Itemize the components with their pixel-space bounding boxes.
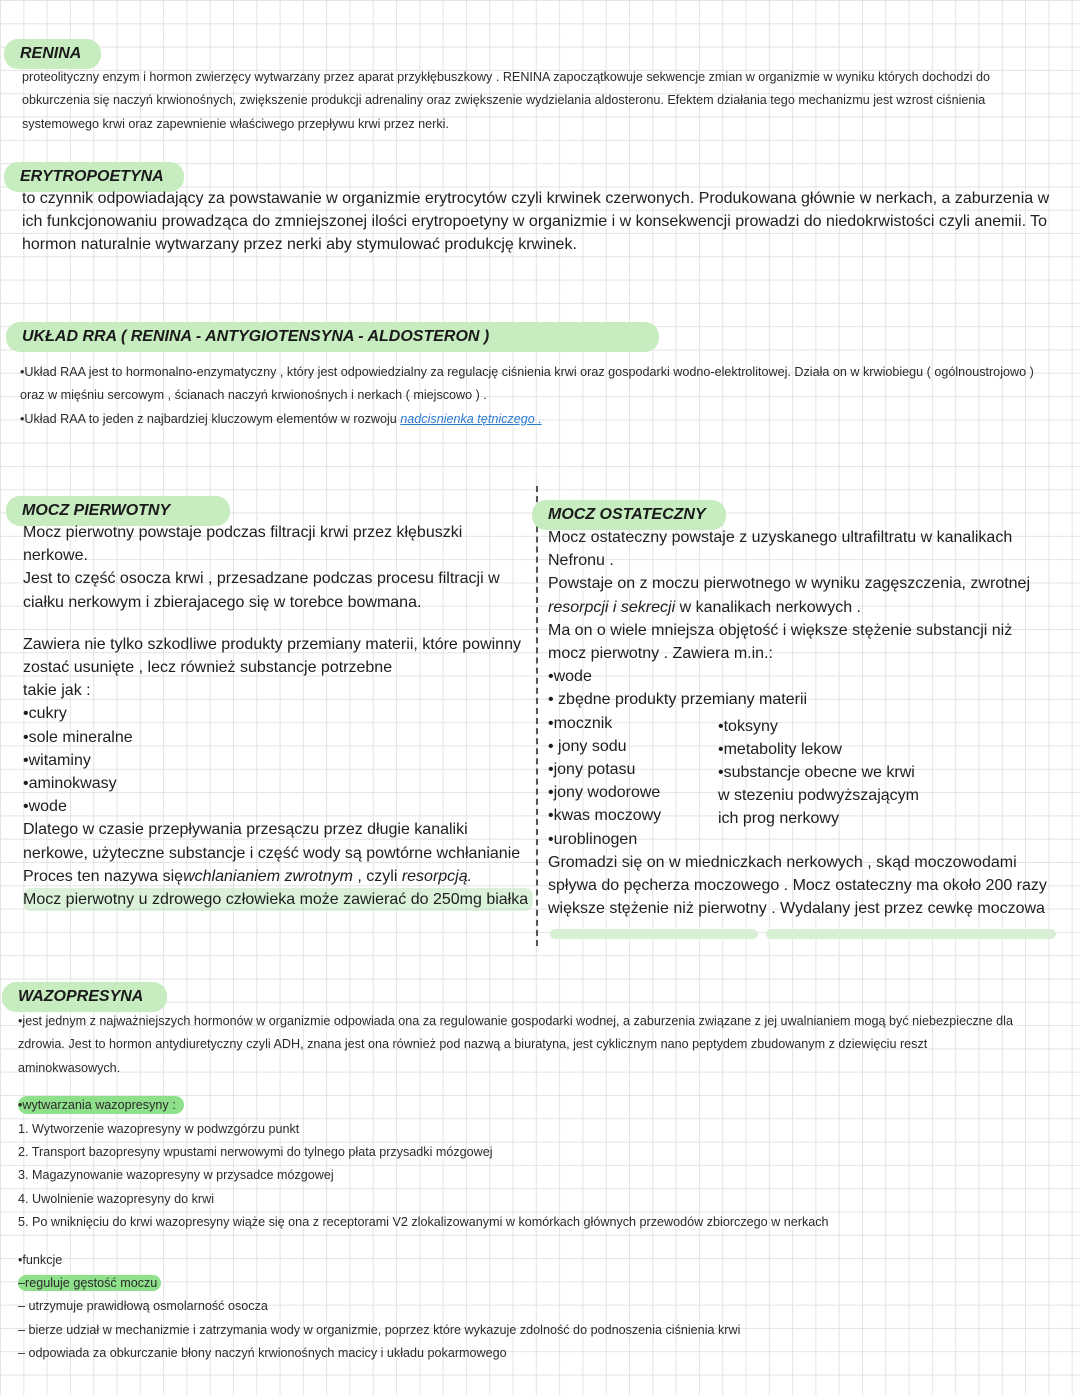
substances-lists [548,712,1078,851]
rra-text [20,361,1078,431]
text-line: takie jak : [23,682,91,700]
text-line [23,865,533,888]
wazopresyna-heading: WAZOPRESYNA [2,982,167,1012]
text-line: •jest jednym z najważniejszych hormonów w organizmie odpowiada ona za regulowanie gospodarki wodnej, a zaburzenia związane z jej uwalnianiem mogą być niebezpieczne dla [18,1014,1013,1028]
list-item: •mocznik [548,714,613,732]
mocz-pierwotny-text [23,521,533,911]
list-item: •wode [548,668,592,686]
text-line: aminokwasowych. [18,1060,121,1075]
list-item: •metabolity lekow [718,740,842,758]
text-line: zdrowia. Jest to hormon antydiuretyczny czyli ADH, znana jest ona również pod nazwą a biuratyna, jest cyklicznym nano peptydem zbudowanym z dziewięciu reszt [18,1037,928,1052]
text-line: Mocz pierwotny u zdrowego człowieka może zawierać do 250mg białka [23,888,533,911]
text-line [20,408,1078,431]
renina-heading: RENINA [4,39,101,69]
list-item: – odpowiada za obkurczanie błony naczyń krwionośnych macicy i układu pokarmowego [18,1346,507,1361]
text-span: w kanalikach nerkowych . [675,598,861,616]
text-line: ich funkcjonowaniu prowadząca do zmniejszonej ilości erytropoetyny w organizmie i w konsekwencji prowadzi do niedokrwistości czyli anemii. To [22,213,1048,231]
list-item: •cukry [23,705,67,723]
list-item: • zbędne produkty przemiany materii [548,691,808,709]
text-line: nerkowe. [23,547,88,565]
column-divider [536,486,538,946]
rra-heading: UKŁAD RRA ( RENINA - ANTYGIOTENSYNA - ALDOSTERON ) [6,322,659,352]
text-line: większe stężenie niż pierwotny . Wydalany jest przez cewkę moczowa [548,900,1045,918]
text-line: Ma on o wiele mniejsza objętość i większe stężenie substancji niż [548,621,1013,639]
text-line: Dlatego w czasie przepływania przesączu przez długie kanaliki [23,821,468,839]
list-item: – bierze udział w mechanizmie i zatrzymania wody w organizmie, poprzez które wykazuje zdolność do podnoszenia ciśnienia krwi [18,1322,741,1337]
list-item: –reguluje gęstość moczu [18,1275,161,1291]
highlight-bar [766,929,1056,939]
text-span: Proces ten nazywa się [23,867,184,885]
mocz-ostateczny-heading: MOCZ OSTATECZNY [532,500,726,530]
text-span: •Układ RAA to jeden z najbardziej kluczowym elementów w rozwoju [20,411,401,426]
text-line [18,1272,1076,1295]
text-line: to czynnik odpowiadający za powstawanie w organizmie erytrocytów czyli krwinek czerwonych. Produkowana głównie w nerkach, a zaburzenia w [22,190,1050,207]
text-line: hormon naturalnie wytwarzany przez nerki aby stymulować produkcję krwinek. [22,236,577,254]
renina-text [22,66,1072,136]
list-item: 2. Transport bazopresyny wpustami nerwowymi do tylnego płata przysadki mózgowej [18,1145,493,1160]
text-line [18,1094,1076,1117]
list-item: • jony sodu [548,737,627,755]
text-line: proteolityczny enzym i hormon zwierzęcy wytwarzany przez aparat przykłębuszkowy . RENINA zapoczątkowuje sekwencje zmian w organizmie w wyniku których dochodzi do [22,70,991,84]
list-item: 5. Po wniknięciu do krwi wazopresyny wiąże się ona z receptorami V2 zlokalizowanymi w komórkach głównych przewodów zbiorczego w nerkach [18,1215,829,1230]
mocz-pierwotny-heading: MOCZ PIERWOTNY [6,496,230,526]
text-line: •Układ RAA jest to hormonalno-enzymatyczny , który jest odpowiedzialny za regulację ciśnienia krwi oraz gospodarki wodno-elektrolitowej. Działa on w krwiobiegu ( ogólnoustrojowo ) [20,365,1034,379]
text-line: ciałku nerkowym i zbierajacego się w torebce bowmana. [23,593,422,611]
text-line: spływa do pęcherza moczowego . Mocz ostateczny ma około 200 razy [548,877,1047,895]
text-line: Mocz ostateczny powstaje z uzyskanego ultrafiltratu w kanalikach [548,529,1013,546]
list-item: •jony potasu [548,761,636,779]
text-line: Mocz pierwotny powstaje podczas filtracji krwi przez kłębuszki [23,524,463,541]
list-item: •uroblinogen [548,830,638,848]
text-line: obkurczenia się naczyń krwionośnych, zwiększenie produkcji adrenaliny oraz zwiększenie wydzielania aldosteronu. Efektem działania tego mechanizmu jest wzrost ciśnienia [22,93,986,108]
list-item: 1. Wytworzenie wazopresyny w podwzgórzu punkt [18,1121,300,1136]
list-item: •jony wodorowe [548,784,661,802]
text-line: zostać usunięte , lecz również substancje potrzebne [23,659,393,677]
text-line: oraz w mięśniu sercowym , ścianach naczyń krwionośnych i nerkach ( miejscowo ) . [20,388,487,403]
list-item: •witaminy [23,751,91,769]
list-item: •substancje obecne we krwi [718,764,915,782]
text-span: , czyli [352,867,402,885]
spacer [18,1235,1076,1249]
spacer [23,614,533,633]
subheading: •wytwarzania wazopresyny : [18,1096,184,1114]
list-item: •kwas moczowy [548,807,662,825]
list-item: •sole mineralne [23,728,133,746]
erytropoetyna-text [22,187,1072,257]
list-item: ich prog nerkowy [718,810,839,828]
text-line: Gromadzi się on w miedniczkach nerkowych , skąd moczowodami [548,853,1017,871]
hypertension-link[interactable]: nadcisnienka tętniczego . [400,411,542,426]
term: resorpcji i sekrecji [548,598,676,616]
text-line [548,596,1078,619]
list-item: 4. Uwolnienie wazopresyny do krwi [18,1191,214,1206]
term: resorpcją. [401,867,473,885]
mocz-ostateczny-text [548,526,1078,920]
text-line: mocz pierwotny . Zawiera m.in.: [548,645,773,663]
erytropoetyna-heading: ERYTROPOETYNA [4,162,184,192]
list-item: •aminokwasy [23,775,117,793]
text-line: Powstaje on z moczu pierwotnego w wyniku zagęszczenia, zwrotnej [548,575,1031,593]
wazopresyna-text [18,1010,1076,1366]
text-line: nerkowe, użyteczne substancje i część wody są powtórne wchłanianie [23,844,521,862]
text-line: Zawiera nie tylko szkodliwe produkty przemiany materii, które powinny [23,635,521,653]
text-line: Nefronu . [548,552,614,570]
highlight-bar [550,929,758,939]
list-item: 3. Magazynowanie wazopresyny w przysadce mózgowej [18,1168,334,1183]
term: wchlanianiem zwrotnym [183,867,353,885]
spacer [18,1080,1076,1094]
list-left [548,712,718,851]
list-item: w stezeniu podwyższającym [718,787,919,805]
list-item: •toksyny [718,717,778,735]
subheading: •funkcje [18,1252,63,1267]
text-line: systemowego krwi oraz zapewnienie właściwego przepływu krwi przez nerki. [22,116,449,131]
list-right [718,712,919,851]
list-item: – utrzymuje prawidłową osmolarność osocza [18,1299,268,1314]
list-item: •wode [23,798,67,816]
text-line: Jest to część osocza krwi , przesadzane podczas procesu filtracji w [23,570,500,588]
